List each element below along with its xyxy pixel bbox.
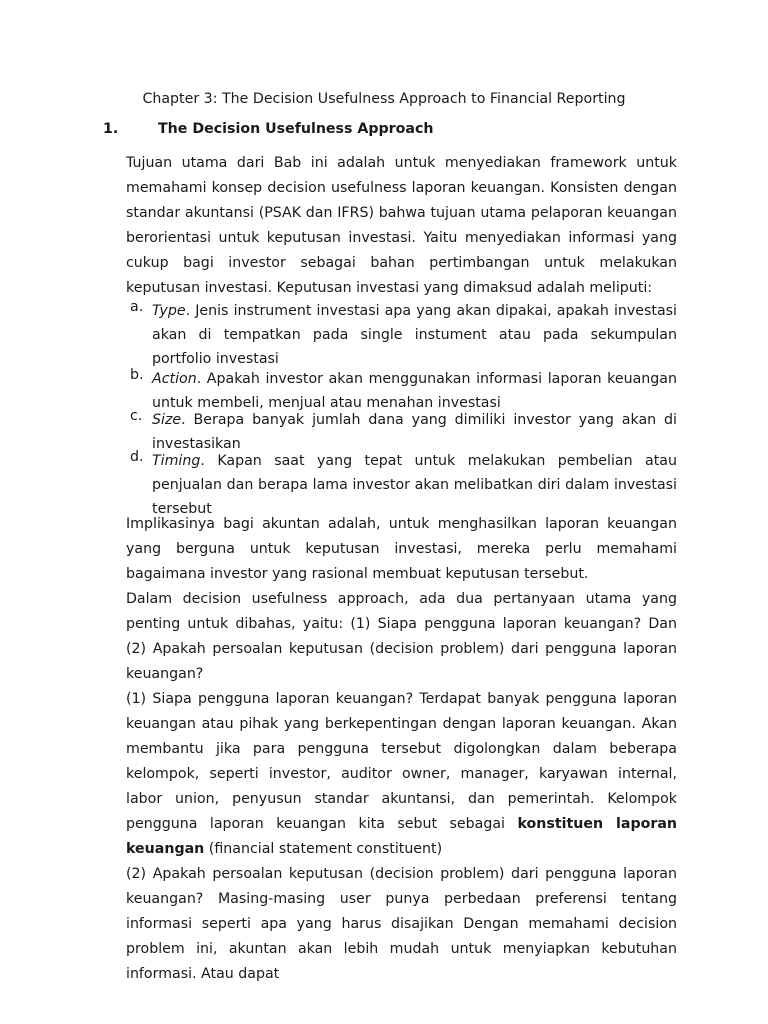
list-item-text: Size. Berapa banyak jumlah dana yang dimiliki investor yang akan di investasikan [152,412,677,452]
implication-paragraph: Implikasinya bagi akuntan adalah, untuk menghasilkan laporan keuangan yang berguna untuk keputusan investasi, mereka perlu memahami bagaimana investor yang rasional membuat keputusan tersebut. [126,516,677,582]
list-item-text: Type. Jenis instrument investasi apa yang akan dipakai, apakah investasi akan di tempatkan pada single instument atau pada sekumpulan portfolio investasi [152,303,677,367]
users-paragraph: (1) Siapa pengguna laporan keuangan? Terdapat banyak pengguna laporan keuangan atau pihak yang berkepentingan dengan laporan keuangan. Akan membantu jika para pengguna tersebut digolongkan dalam beberapa kelompok, seperti investor, auditor owner, manager, karyawan internal, labor union, penyusun standar akuntansi, dan pemerintah. Kelompok pengguna laporan keuangan kita sebut sebagai konstituen laporan keuangan (financial statement constituent) [126,691,678,857]
intro-paragraph: Tujuan utama dari Bab ini adalah untuk menyediakan framework untuk memahami konsep decision usefulness laporan keuangan. Konsisten dengan standar akuntansi (PSAK dan IFRS) bahwa tujuan utama pelaporan keuangan berorientasi untuk keputusan investasi. Yaitu menyediakan informasi yang cukup bagi investor sebagai bahan pertimbangan untuk melakukan keputusan investasi. Keputusan investasi yang dimaksud adalah meliputi: [126,155,677,296]
section-title: The Decision Usefulness Approach [158,121,434,137]
list-item-text: Action. Apakah investor akan menggunakan informasi laporan keuangan untuk membeli, menjual atau menahan investasi [152,371,677,411]
constituent-term: konstituen laporan keuangan [126,816,678,857]
list-item-term: Type [152,303,186,319]
list-marker: d. [130,449,144,465]
chapter-title: Chapter 3: The Decision Usefulness Approach to Financial Reporting [142,91,626,107]
section-heading [103,121,434,137]
list-marker: c. [130,408,143,424]
list-item-term: Size [152,412,182,428]
list-marker: a. [130,299,144,315]
list-item-term: Timing [152,453,201,469]
questions-paragraph: Dalam decision usefulness approach, ada dua pertanyaan utama yang penting untuk dibahas, yaitu: (1) Siapa pengguna laporan keuangan? Dan (2) Apakah persoalan keputusan (decision problem) dari pengguna laporan keuangan? [126,591,677,682]
list-item-text: Timing. Kapan saat yang tepat untuk melakukan pembelian atau penjualan dan berapa lama investor akan melibatkan diri dalam investasi tersebut [152,453,677,517]
body-text [126,512,677,987]
list-marker: b. [130,367,144,383]
section-number: 1. [103,121,119,137]
list-item-term: Action [152,371,197,387]
decision-problem-paragraph: (2) Apakah persoalan keputusan (decision problem) dari pengguna laporan keuangan? Masing-masing user punya perbedaan preferensi tentang informasi seperti apa yang harus disajikan Dengan memahami decision problem ini, akuntan akan lebih mudah untuk menyiapkan kebutuhan informasi. Atau dapat [126,866,677,982]
